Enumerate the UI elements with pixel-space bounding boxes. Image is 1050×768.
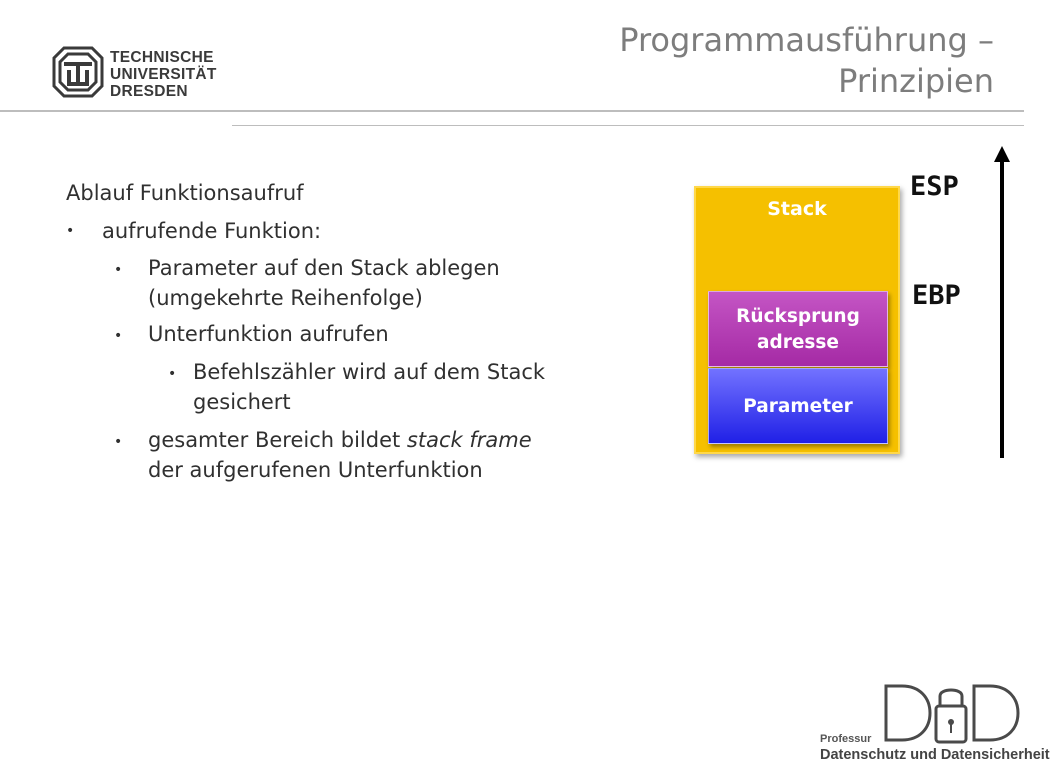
page-title: Programmausführung – Prinzipien bbox=[619, 21, 994, 100]
chair-label-small: Professur bbox=[820, 733, 872, 745]
list-item-continuation: der aufgerufenen Unterfunktion bbox=[148, 458, 483, 482]
parameter-block: Parameter bbox=[708, 368, 888, 444]
bullet-icon: • bbox=[66, 223, 75, 239]
chair-label: Datenschutz und Datensicherheit bbox=[820, 747, 1050, 763]
list-item-continuation: (umgekehrte Reihenfolge) bbox=[148, 286, 423, 310]
list-item: Parameter auf den Stack ablegen bbox=[148, 256, 500, 280]
bullet-icon: • bbox=[114, 434, 123, 450]
bullet-icon: • bbox=[114, 262, 123, 278]
ebp-label: EBP bbox=[912, 280, 961, 311]
stack-label: Stack bbox=[767, 198, 827, 220]
header-divider-secondary bbox=[232, 125, 1024, 126]
university-name: TECHNISCHE UNIVERSITÄT DRESDEN bbox=[110, 49, 217, 100]
bullet-icon: • bbox=[168, 366, 177, 382]
list-item: Befehlszähler wird auf dem Stack bbox=[193, 360, 546, 384]
list-item-continuation: gesichert bbox=[193, 390, 291, 414]
header-divider bbox=[0, 110, 1024, 112]
list-item: gesamter Bereich bildet stack frame bbox=[148, 428, 532, 452]
content-heading: Ablauf Funktionsaufruf bbox=[66, 181, 304, 205]
return-address-block: Rücksprung adresse bbox=[708, 291, 888, 367]
esp-label: ESP bbox=[910, 171, 959, 202]
list-item: Unterfunktion aufrufen bbox=[148, 322, 389, 346]
bullet-icon: • bbox=[114, 328, 123, 344]
arrow-up-icon bbox=[990, 146, 1014, 458]
list-item: aufrufende Funktion: bbox=[102, 219, 322, 243]
